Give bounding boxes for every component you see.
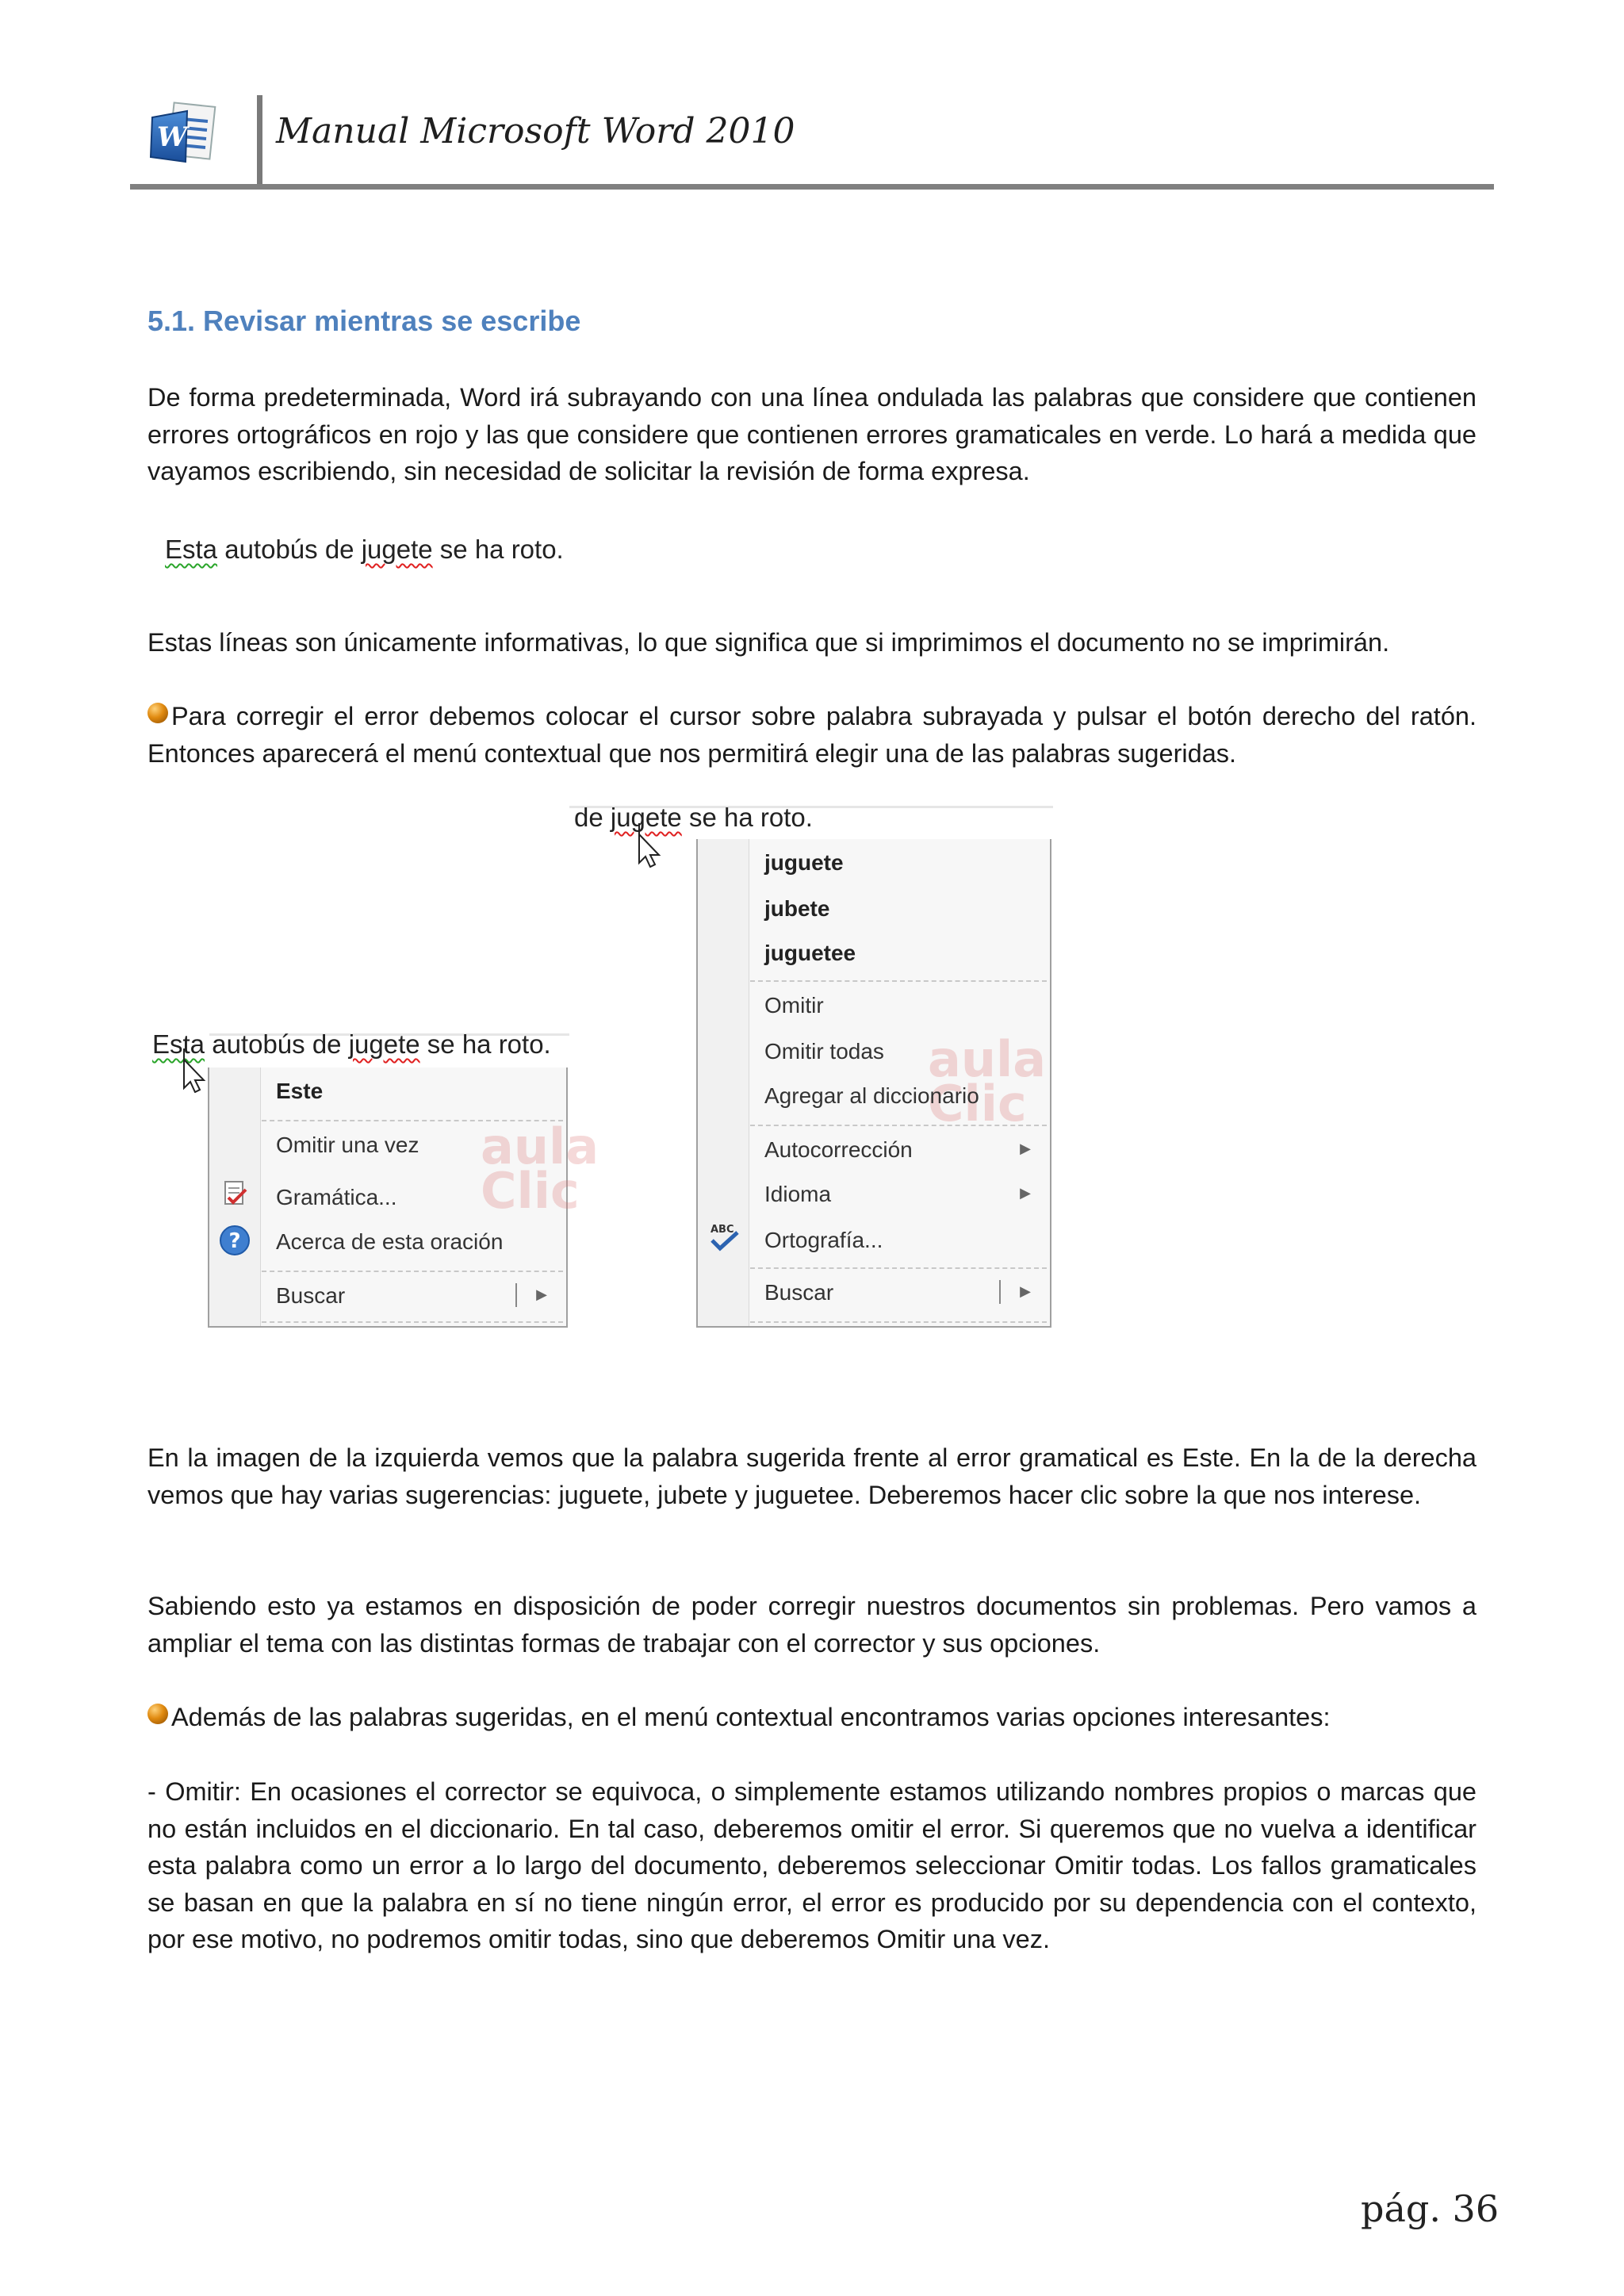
- example-text-end: se ha roto.: [432, 535, 564, 564]
- paragraph-transition: Sabiendo esto ya estamos en disposición de poder corregir nuestros documentos sin problemas. Pero vamos a ampliar el tema con las distintas formas de trabajar con el corrector y sus opciones.: [147, 1592, 1477, 1658]
- menu-item-add-dictionary[interactable]: Agregar al diccionario: [764, 1083, 979, 1108]
- left-figure-text-end: se ha roto.: [419, 1029, 551, 1059]
- right-figure-text-a: de: [574, 803, 611, 832]
- left-figure-text: autobús de: [205, 1029, 349, 1059]
- paragraph-options: [147, 1699, 1477, 1736]
- menu-separator: [262, 1321, 563, 1323]
- menu-item-ignore-once[interactable]: Omitir una vez: [276, 1133, 419, 1157]
- watermark-line2: Clic: [928, 1075, 1027, 1133]
- example-sentence: [165, 535, 564, 565]
- menu-item-omit-all[interactable]: Omitir todas: [764, 1039, 884, 1064]
- watermark: [928, 1030, 1047, 1133]
- mouse-cursor-icon: [179, 1048, 208, 1097]
- header-rule: [130, 184, 1494, 190]
- menu-item-omit[interactable]: Omitir: [764, 993, 824, 1018]
- section-heading: 5.1. Revisar mientras se escribe: [147, 305, 581, 337]
- menu-separator: [750, 1125, 1047, 1126]
- page-number: pág. 36: [1361, 2187, 1500, 2230]
- suggestion-este[interactable]: Este: [276, 1079, 324, 1103]
- menu-item-autocorrect[interactable]: Autocorrección: [764, 1137, 913, 1162]
- bullet-icon: [147, 703, 168, 723]
- watermark: [481, 1117, 599, 1220]
- paragraph-info-lines: Estas líneas son únicamente informativas, lo que significa que si imprimimos el documento no se imprimirán.: [147, 628, 1390, 657]
- spelling-check-icon: [709, 1221, 742, 1257]
- mouse-cursor-icon: [634, 823, 663, 872]
- watermark-line1: aula: [928, 1030, 1047, 1088]
- menu-item-grammar[interactable]: Gramática...: [276, 1185, 397, 1209]
- suggestion-jubete[interactable]: jubete: [764, 896, 830, 921]
- word-logo-icon: [147, 102, 224, 173]
- menu-item-search[interactable]: Buscar: [276, 1283, 346, 1308]
- menu-separator: [750, 1267, 1047, 1269]
- menu-split-bar: [515, 1283, 517, 1307]
- menu-item-about-sentence[interactable]: Acerca de esta oración: [276, 1229, 504, 1254]
- paragraph-intro: De forma predeterminada, Word irá subrayando con una línea ondulada las palabras que considere que contienen errores ortográficos en rojo y las que considere que contienen errores gramaticales en verde. Lo hará a medida que vayamos escribiendo, sin necesidad de solicitar la revisión de forma expresa.: [147, 383, 1477, 485]
- grammar-icon: [222, 1180, 249, 1213]
- grammar-context-menu: [208, 1068, 599, 1328]
- submenu-arrow-icon: ▶: [1020, 1283, 1031, 1299]
- svg-text:W: W: [157, 121, 188, 153]
- menu-item-search[interactable]: Buscar: [764, 1280, 834, 1305]
- paragraph-correct-error: [147, 698, 1477, 772]
- menu-item-language[interactable]: Idioma: [764, 1182, 832, 1206]
- help-icon: [219, 1225, 251, 1260]
- watermark-line2: Clic: [481, 1162, 580, 1220]
- menu-split-bar: [999, 1280, 1001, 1304]
- paragraph-explanation: En la imagen de la izquierda vemos que la palabra sugerida frente al error gramatical es Este. En la de la derecha vemos que hay varias sugerencias: juguete, jubete y juguetee. Deberemos hacer clic sobre la que nos interese.: [147, 1443, 1477, 1509]
- svg-text:ABC: ABC: [710, 1224, 734, 1236]
- watermark-line1: aula: [481, 1117, 599, 1175]
- right-figure-sentence: [574, 803, 813, 833]
- submenu-arrow-icon: ▶: [536, 1286, 547, 1302]
- paragraph-omit: - Omitir: En ocasiones el corrector se equivoca, o simplemente estamos utilizando nombres propios o marcas que no están incluidos en el diccionario. En tal caso, deberemos omitir el error. Si queremos que no vuelva a identificar esta palabra como un error a lo largo del documento, deberemos seleccionar Omitir todas. Los fallos gramaticales se basan en que la palabra en sí no tiene ningún error, el error es producido por su dependencia con el contexto, por ese motivo, no podremos omitir todas, sino que deberemos Omitir una vez.: [147, 1777, 1477, 1953]
- spelling-error-word: jugete: [361, 535, 433, 564]
- menu-separator: [262, 1120, 563, 1121]
- submenu-arrow-icon: ▶: [1020, 1140, 1031, 1156]
- paragraph-options-text: Además de las palabras sugeridas, en el menú contextual encontramos varias opciones interesantes:: [171, 1703, 1331, 1731]
- submenu-arrow-icon: ▶: [1020, 1185, 1031, 1201]
- suggestion-juguete[interactable]: juguete: [764, 850, 844, 875]
- left-figure-grammar-word: Esta: [152, 1029, 205, 1059]
- left-figure-error-word: jugete: [348, 1029, 420, 1059]
- menu-separator: [750, 980, 1047, 982]
- grammar-error-word: Esta: [165, 535, 218, 564]
- right-figure-error-word: jugete: [610, 803, 682, 832]
- menu-separator: [262, 1271, 563, 1272]
- suggestion-juguetee[interactable]: juguetee: [764, 941, 856, 965]
- example-text: autobús de: [217, 535, 362, 564]
- spelling-context-menu: [696, 839, 1051, 1328]
- left-figure-sentence: [152, 1029, 551, 1060]
- svg-text:?: ?: [228, 1229, 241, 1253]
- bullet-icon: [147, 1704, 168, 1724]
- right-figure-text-c: se ha roto.: [681, 803, 813, 832]
- header-divider: [257, 95, 262, 184]
- menu-separator: [750, 1321, 1047, 1323]
- paragraph-correct-error-text: Para corregir el error debemos colocar el cursor sobre palabra subrayada y pulsar el botón derecho del ratón. Entonces aparecerá el menú contextual que nos permitirá elegir una de las palabras sugeridas.: [147, 702, 1477, 768]
- page-title: Manual Microsoft Word 2010: [276, 111, 795, 151]
- menu-item-spelling[interactable]: Ortografía...: [764, 1228, 883, 1252]
